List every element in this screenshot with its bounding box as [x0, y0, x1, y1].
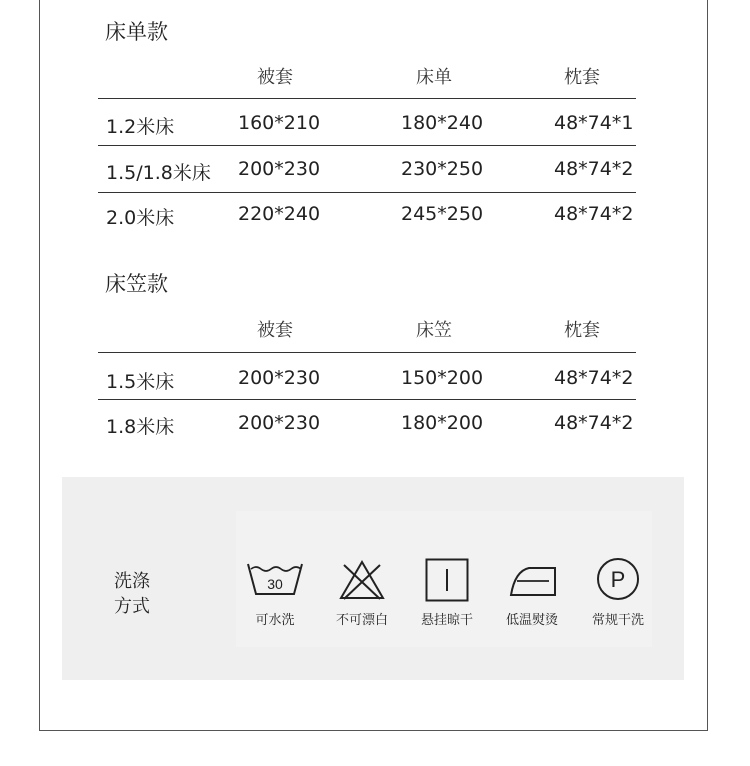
no-bleach-caption: 不可漂白 [335, 613, 388, 628]
sheet-row3-bed: 2.0米床 [106, 207, 175, 229]
sheet-row2-bed: 1.5/1.8米床 [106, 162, 211, 184]
sheet-row3-duvet: 220*240 [238, 203, 321, 225]
washable-icon [246, 561, 304, 597]
fitted-row1-bed: 1.5米床 [106, 371, 175, 393]
fitted-header-duvet: 被套 [257, 320, 293, 341]
table-rule [98, 145, 636, 146]
sheet-header-duvet: 被套 [257, 67, 293, 88]
dry-clean-caption: 常规干洗 [591, 613, 644, 628]
sheet-row1-pillow: 48*74*1 [554, 112, 634, 134]
hang-dry-caption: 悬挂晾干 [420, 613, 473, 628]
sheet-row1-bed: 1.2米床 [106, 116, 175, 138]
care-panel [62, 477, 684, 680]
sheet-row3-pillow: 48*74*2 [554, 203, 634, 225]
dry-clean-icon [596, 557, 640, 601]
sheet-row2-duvet: 200*230 [238, 158, 321, 180]
sheet-row1-duvet: 160*210 [238, 112, 321, 134]
table-rule [98, 399, 636, 400]
low-iron-icon [509, 565, 557, 597]
hang-dry-icon [425, 558, 469, 602]
fitted-row1-fitted: 150*200 [401, 367, 484, 389]
fitted-row1-duvet: 200*230 [238, 367, 321, 389]
washable-caption: 可水洗 [255, 613, 295, 628]
fitted-row2-bed: 1.8米床 [106, 416, 175, 438]
sheet-row2-sheet: 230*250 [401, 158, 484, 180]
table-rule [98, 98, 636, 99]
dry-clean-letter: P [610, 567, 626, 592]
low-iron-caption: 低温熨烫 [505, 613, 558, 628]
fitted-header-fitted: 床笠 [416, 320, 452, 341]
no-bleach-icon [338, 559, 386, 601]
sheet-row1-sheet: 180*240 [401, 112, 484, 134]
sheet-row3-sheet: 245*250 [401, 203, 484, 225]
fitted-row2-pillow: 48*74*2 [554, 412, 634, 434]
sheet-section-title: 床单款 [105, 20, 168, 44]
sheet-header-sheet: 床单 [416, 67, 452, 88]
sheet-row2-pillow: 48*74*2 [554, 158, 634, 180]
fitted-row2-duvet: 200*230 [238, 412, 321, 434]
fitted-row1-pillow: 48*74*2 [554, 367, 634, 389]
table-rule [98, 192, 636, 193]
care-label-line2: 方式 [114, 596, 150, 617]
table-rule [98, 352, 636, 353]
fitted-header-pillow: 枕套 [564, 320, 600, 341]
sheet-header-pillow: 枕套 [564, 67, 600, 88]
care-label-line1: 洗涤 [114, 571, 150, 592]
washable-temp-text: 30 [267, 576, 283, 592]
fitted-row2-fitted: 180*200 [401, 412, 484, 434]
fitted-section-title: 床笠款 [105, 272, 168, 296]
